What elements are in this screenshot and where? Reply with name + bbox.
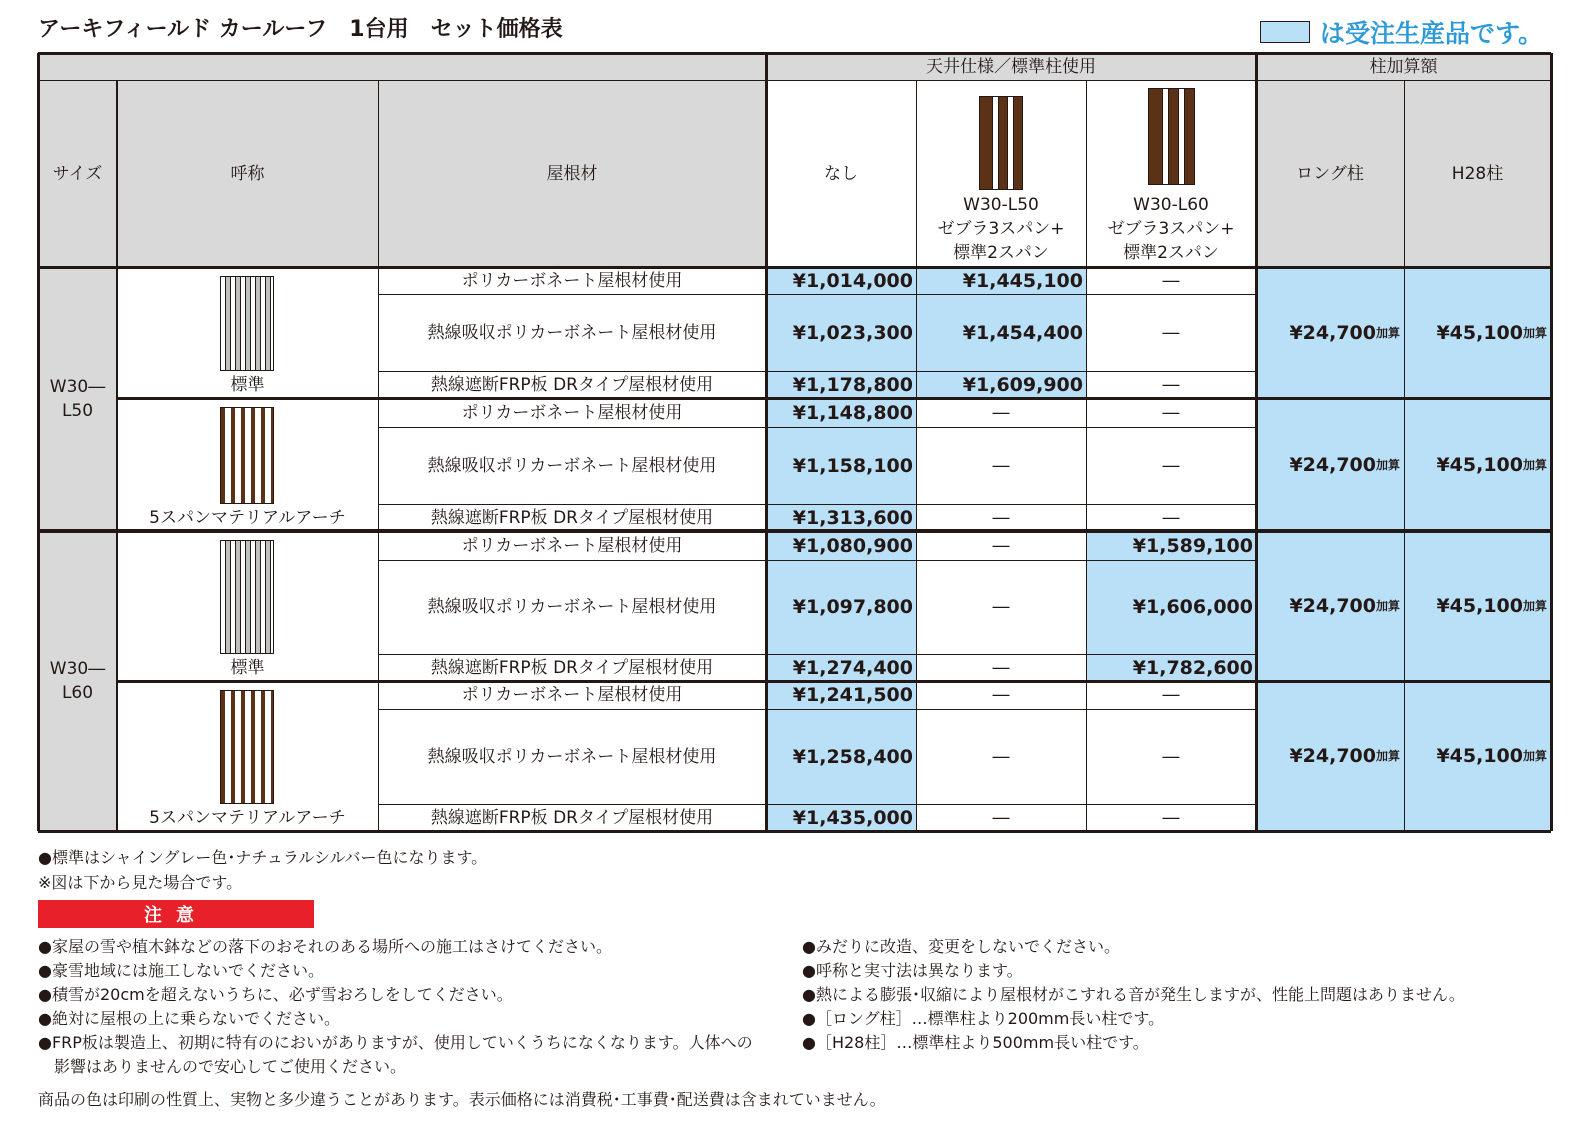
price-w30l60: ― [1086, 681, 1256, 709]
divider [1255, 53, 1258, 831]
view-note: ※図は下から見た場合です。 [38, 873, 243, 892]
price-none: ¥1,258,400 [766, 709, 916, 804]
material-arch-icon [220, 407, 274, 504]
divider [378, 560, 1256, 561]
price-w30l50: ― [916, 427, 1086, 504]
price-w30l60: ¥1,589,100 [1086, 531, 1256, 560]
price-none: ¥1,014,000 [766, 267, 916, 294]
size-cell [38, 531, 117, 831]
divider [1550, 53, 1553, 831]
price-w30l60: ― [1086, 267, 1256, 294]
divider [117, 397, 1551, 400]
zebra-ceiling-icon [979, 96, 1023, 190]
price-none: ¥1,148,800 [766, 398, 916, 427]
add-suffix: 加算 [1375, 599, 1400, 613]
roof-material-cell: 熱線吸収ポリカーボネート屋根材使用 [378, 560, 766, 654]
price-w30l50: ― [916, 398, 1086, 427]
price-w30l60: ― [1086, 427, 1256, 504]
add-suffix: 加算 [1522, 325, 1547, 340]
roof-material-cell: 熱線吸収ポリカーボネート屋根材使用 [378, 709, 766, 804]
long-pillar-add [1256, 681, 1404, 831]
header-size: サイズ [38, 80, 117, 267]
roof-material-cell: 熱線遮断FRP板 DRタイプ屋根材使用 [378, 504, 766, 531]
page-title: アーキフィールド カールーフ 1台用 セット価格表 [38, 17, 563, 42]
header-w30l50-line2: ゼブラ3スパン+ [937, 219, 1065, 239]
divider [378, 654, 1256, 655]
roof-material-cell: ポリカーボネート屋根材使用 [378, 681, 766, 709]
add-suffix: 加算 [1522, 457, 1547, 472]
long-pillar-add [1256, 398, 1404, 531]
caution-banner: 注意 [38, 900, 314, 928]
made-to-order-legend [1260, 14, 1543, 50]
price-w30l50: ― [916, 560, 1086, 654]
price-w30l50: ¥1,609,900 [916, 371, 1086, 398]
price-w30l50: ― [916, 804, 1086, 831]
price-w30l50: ― [916, 709, 1086, 804]
price-w30l50: ¥1,454,400 [916, 294, 1086, 371]
divider [117, 680, 1551, 683]
long-pillar-price: ¥24,700 [1289, 745, 1376, 767]
divider [1086, 80, 1087, 831]
caution-item: ●絶対に屋根の上に乗らないでください。 [38, 1009, 340, 1028]
roof-material-cell: ポリカーボネート屋根材使用 [378, 531, 766, 560]
add-suffix: 加算 [1375, 325, 1400, 340]
roof-material-cell: 熱線遮断FRP板 DRタイプ屋根材使用 [378, 654, 766, 681]
caution-item: ●家屋の雪や植木鉢などの落下のおそれのある場所への施工はさけてください。 [38, 937, 612, 956]
header-pillar-group: 柱加算額 [1256, 53, 1551, 80]
material-arch-icon [220, 690, 274, 804]
add-suffix: 加算 [1375, 457, 1400, 472]
long-pillar-add [1256, 267, 1404, 398]
header-name: 呼称 [117, 80, 378, 267]
price-none: ¥1,435,000 [766, 804, 916, 831]
size-label: L60 [61, 683, 94, 703]
size-label: W30― [49, 377, 106, 397]
caution-item: 影響はありませんので安心してご使用ください。 [38, 1057, 407, 1076]
size-cell [38, 267, 117, 531]
price-w30l50: ― [916, 681, 1086, 709]
price-w30l60: ― [1086, 398, 1256, 427]
price-w30l60: ― [1086, 804, 1256, 831]
size-label: W30― [49, 659, 106, 679]
divider [38, 52, 1551, 55]
price-w30l60: ― [1086, 294, 1256, 371]
header-w30l50-line1: W30-L50 [963, 195, 1039, 215]
price-w30l50: ― [916, 531, 1086, 560]
roof-material-cell: ポリカーボネート屋根材使用 [378, 267, 766, 294]
price-none: ¥1,097,800 [766, 560, 916, 654]
caution-item: ●［ロング柱］…標準柱より200mm長い柱です。 [802, 1009, 1165, 1028]
caution-item: ●熱による膨張･収縮により屋根材がこすれる音が発生しますが、性能上問題はありません。 [802, 985, 1465, 1004]
caution-item: ●積雪が20cmを超えないうちに、必ず雪おろしをしてください。 [38, 985, 513, 1004]
roof-material-cell: 熱線吸収ポリカーボネート屋根材使用 [378, 294, 766, 371]
h28-pillar-price: ¥45,100 [1436, 595, 1523, 617]
standard-roof-icon [220, 540, 274, 654]
h28-pillar-price: ¥45,100 [1436, 745, 1523, 767]
caution-item: ●FRP板は製造上、初期に特有のにおいがありますが、使用していくうちになくなります。人体への [38, 1033, 753, 1052]
long-pillar-price: ¥24,700 [1289, 321, 1376, 344]
divider [116, 80, 118, 831]
long-pillar-price: ¥24,700 [1289, 595, 1376, 617]
h28-pillar-price: ¥45,100 [1436, 321, 1523, 344]
name-label: 標準 [230, 375, 265, 395]
header-w30l60-line2: ゼブラ3スパン+ [1107, 219, 1235, 239]
price-w30l60: ¥1,782,600 [1086, 654, 1256, 681]
legend-text: は受注生産品です。 [1320, 19, 1544, 48]
divider [378, 804, 1256, 805]
add-suffix: 加算 [1522, 599, 1547, 613]
header-w30l60-line1: W30-L60 [1133, 195, 1209, 215]
price-none: ¥1,241,500 [766, 681, 916, 709]
name-label: 5スパンマテリアルアーチ [149, 808, 346, 828]
price-none: ¥1,178,800 [766, 371, 916, 398]
header-w30l60-line3: 標準2スパン [1123, 243, 1219, 263]
made-to-order-swatch-icon [1260, 21, 1310, 43]
divider [38, 266, 1551, 269]
color-note: ●標準はシャイングレー色･ナチュラルシルバー色になります。 [38, 848, 488, 867]
divider [378, 709, 1256, 710]
zebra-ceiling-icon [1148, 88, 1195, 185]
price-w30l60: ― [1086, 504, 1256, 531]
divider [378, 427, 1256, 428]
price-w30l60: ¥1,606,000 [1086, 560, 1256, 654]
price-none: ¥1,313,600 [766, 504, 916, 531]
add-suffix: 加算 [1375, 749, 1400, 763]
h28-pillar-add [1404, 398, 1551, 531]
price-w30l50: ― [916, 504, 1086, 531]
name-label: 5スパンマテリアルアーチ [149, 508, 346, 528]
h28-pillar-add [1404, 267, 1551, 398]
divider [38, 80, 1551, 81]
caution-item: ●呼称と実寸法は異なります。 [802, 961, 1023, 980]
divider [378, 80, 379, 831]
standard-roof-icon [220, 276, 274, 371]
long-pillar-price: ¥24,700 [1289, 453, 1376, 476]
header-h28-pillar: H28柱 [1404, 80, 1551, 267]
divider [916, 80, 917, 831]
divider [38, 529, 1551, 533]
size-label: L50 [61, 401, 94, 421]
roof-material-cell: ポリカーボネート屋根材使用 [378, 398, 766, 427]
roof-material-cell: 熱線吸収ポリカーボネート屋根材使用 [378, 427, 766, 504]
caution-item: ●豪雪地域には施工しないでください。 [38, 961, 324, 980]
divider [37, 53, 40, 831]
header-long-pillar: ロング柱 [1256, 80, 1404, 267]
divider [378, 504, 1256, 505]
footer-note: 商品の色は印刷の性質上、実物と多少違うことがあります。表示価格には消費税･工事費･配送費は含まれていません。 [38, 1090, 886, 1109]
add-suffix: 加算 [1522, 749, 1547, 763]
price-none: ¥1,023,300 [766, 294, 916, 371]
price-none: ¥1,158,100 [766, 427, 916, 504]
h28-pillar-add [1404, 681, 1551, 831]
price-w30l50: ¥1,445,100 [916, 267, 1086, 294]
caution-item: ●みだりに改造、変更をしないでください。 [802, 937, 1120, 956]
header-none: なし [766, 80, 916, 267]
header-blank [38, 53, 766, 80]
divider [378, 294, 1256, 295]
header-roof: 屋根材 [378, 80, 766, 267]
header-w30l50-line3: 標準2スパン [953, 243, 1049, 263]
header-ceiling-group: 天井仕様／標準柱使用 [766, 53, 1256, 80]
price-w30l60: ― [1086, 709, 1256, 804]
long-pillar-add [1256, 531, 1404, 681]
caution-item: ●［H28柱］…標準柱より500mm長い柱です。 [802, 1033, 1149, 1052]
divider [1404, 80, 1405, 831]
h28-pillar-add [1404, 531, 1551, 681]
roof-material-cell: 熱線遮断FRP板 DRタイプ屋根材使用 [378, 804, 766, 831]
roof-material-cell: 熱線遮断FRP板 DRタイプ屋根材使用 [378, 371, 766, 398]
h28-pillar-price: ¥45,100 [1436, 453, 1523, 476]
price-none: ¥1,274,400 [766, 654, 916, 681]
price-w30l50: ― [916, 654, 1086, 681]
price-none: ¥1,080,900 [766, 531, 916, 560]
divider [378, 371, 1256, 372]
name-label: 標準 [230, 658, 265, 678]
divider [38, 830, 1551, 833]
price-w30l60: ― [1086, 371, 1256, 398]
divider [765, 53, 768, 831]
